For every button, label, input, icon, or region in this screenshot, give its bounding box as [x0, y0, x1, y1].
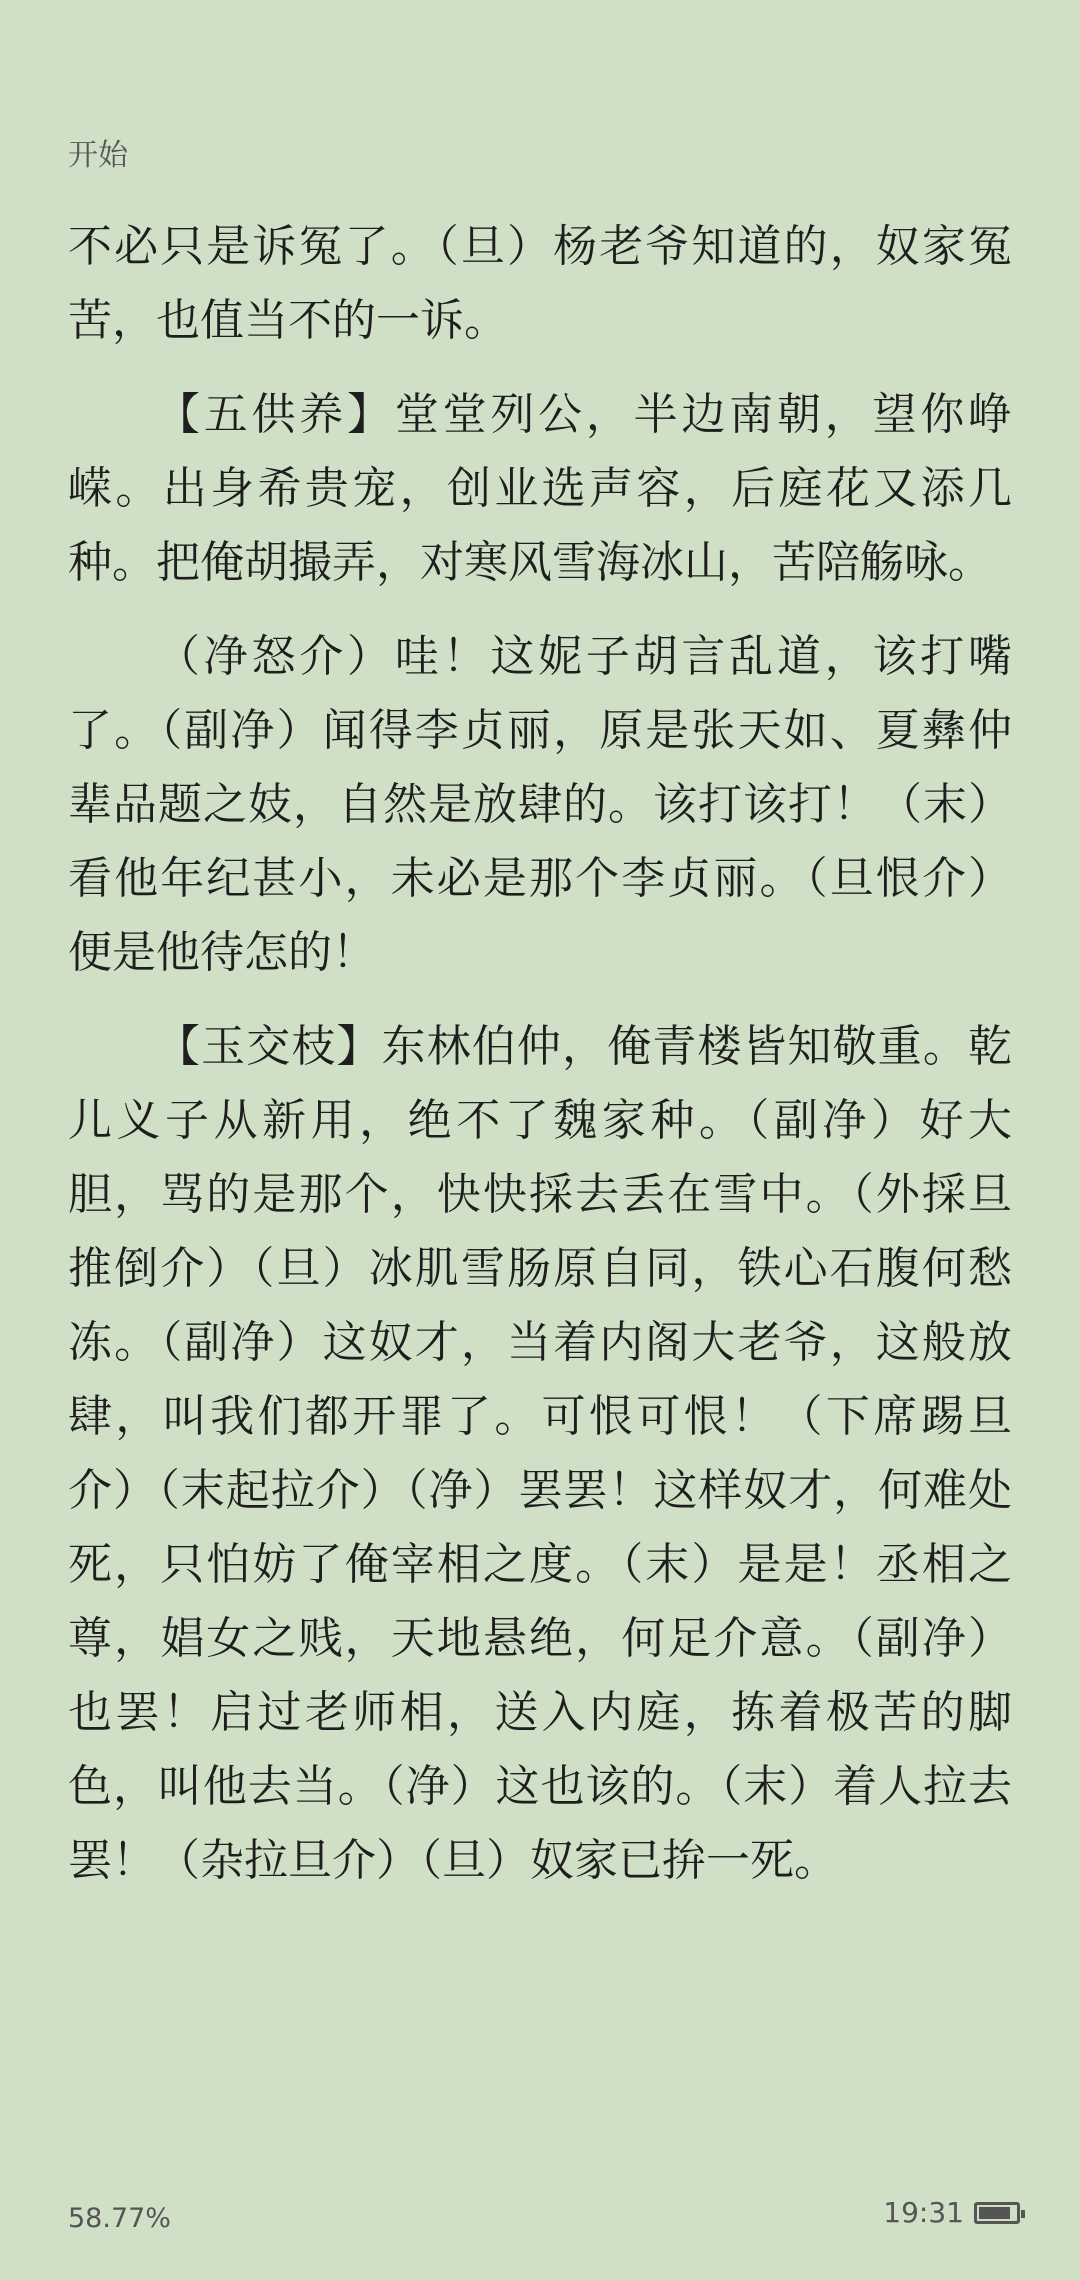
paragraph: （净怒介）哇！这妮子胡言乱道，该打嘴了。（副净）闻得李贞丽，原是张天如、夏彝仲辈品题之妓，自然是放肆的。该打该打！（末）看他年纪甚小，未必是那个李贞丽。（旦恨介）便是他待怎的！ — [68, 631, 1012, 978]
paragraph: 【五供养】堂堂列公，半边南朝，望你峥嵘。出身希贵宠，创业选声容，后庭花又添几种。把俺胡撮弄，对寒风雪海冰山，苦陪觞咏。 — [68, 389, 1012, 588]
status-footer — [883, 2196, 1020, 2229]
paragraph: 【玉交枝】东林伯仲，俺青楼皆知敬重。乾儿义子从新用，绝不了魏家种。（副净）好大胆，骂的是那个，快快採去丢在雪中。（外採旦推倒介）（旦）冰肌雪肠原自同，铁心石腹何愁冻。（副净）这奴才，当着内阁大老爷，这般放肆，叫我们都开罪了。可恨可恨！（下席踢旦介）（末起拉介）（净）罢罢！这样奴才，何难处死，只怕妨了俺宰相之度。（末）是是！丞相之尊，娼女之贱，天地悬绝，何足介意。（副净）也罢！启过老师相，送入内庭，拣着极苦的脚色，叫他去当。（净）这也该的。（末）着人拉去罢！（杂拉旦介）（旦）奴家已拚一死。 — [68, 1021, 1012, 1886]
paragraph: 不必只是诉冤了。（旦）杨老爷知道的，奴家冤苦，也值当不的一诉。 — [68, 221, 1012, 346]
clock-time: 19:31 — [883, 2196, 964, 2229]
battery-icon — [974, 2202, 1020, 2224]
reading-progress: 58.77% — [68, 2203, 171, 2234]
reading-content[interactable] — [68, 210, 1012, 1918]
chapter-title: 开始 — [68, 138, 128, 173]
battery-level — [979, 2207, 1010, 2219]
